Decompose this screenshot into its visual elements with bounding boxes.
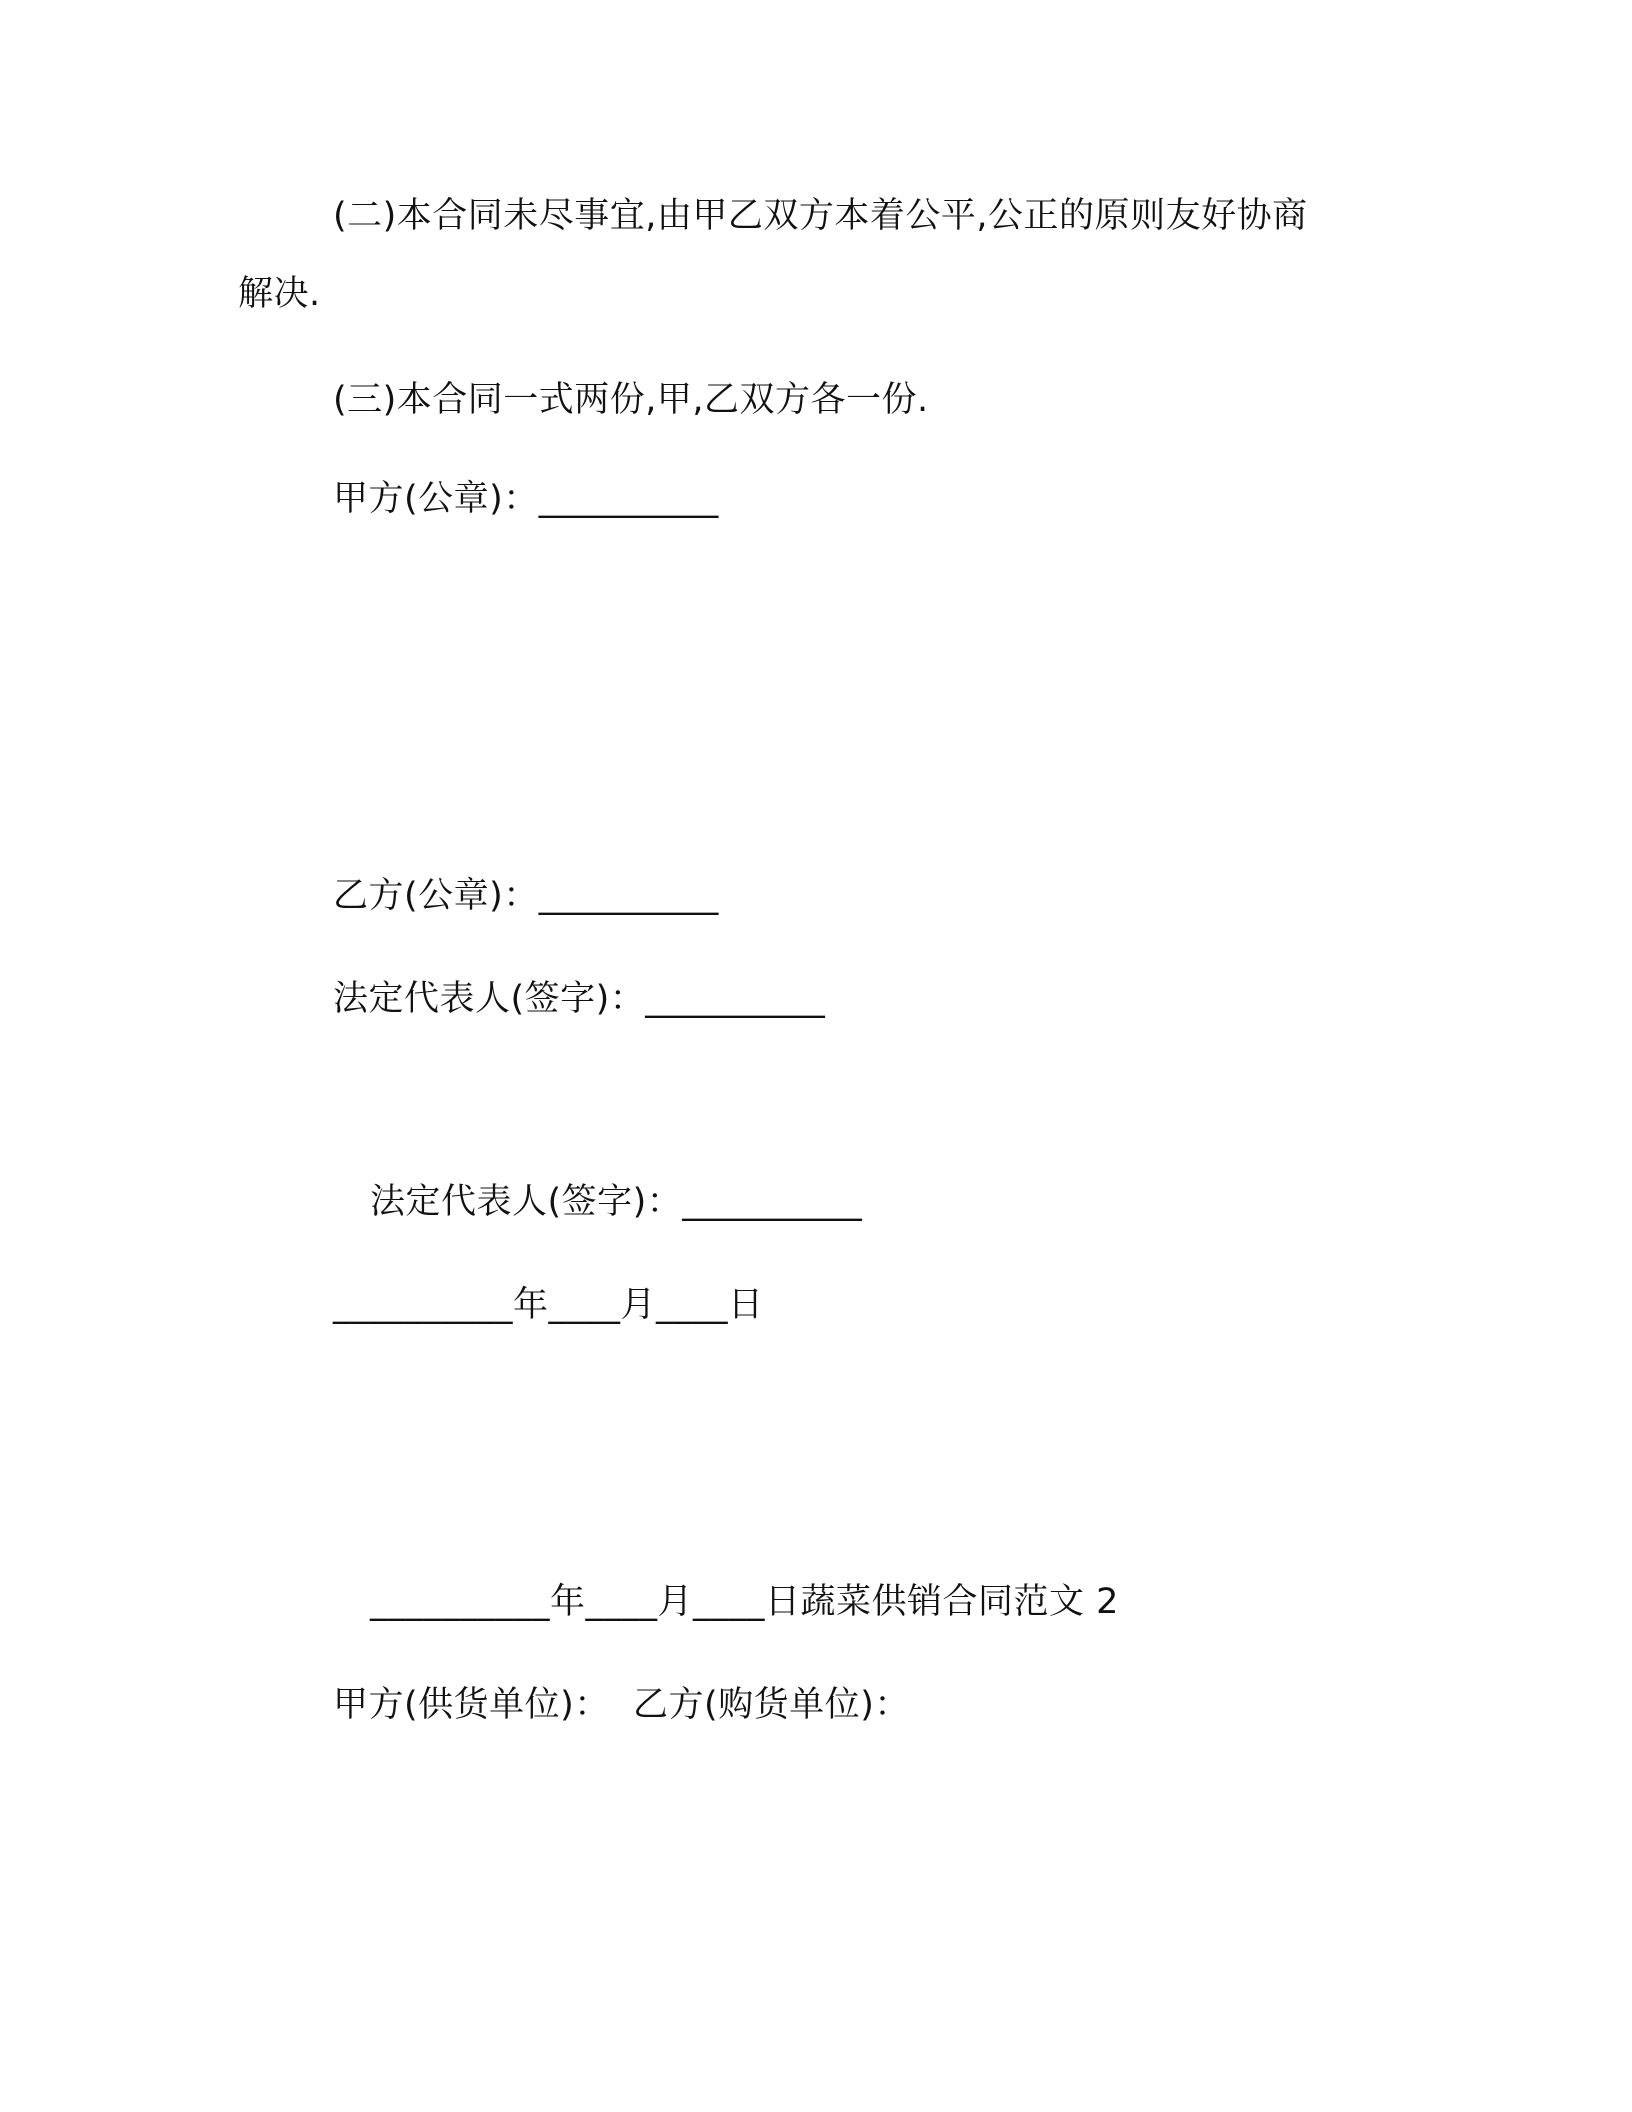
date-line: __________年____月____日 (333, 1285, 764, 1325)
date-and-title-line: __________年____月____日蔬菜供销合同范文 2 (370, 1582, 1119, 1622)
legal-rep-sign-2: 法定代表人(签字)：__________ (370, 1182, 863, 1222)
parties-line: 甲方(供货单位)： 乙方(购货单位)： (333, 1685, 910, 1725)
clause-2-line-2: 解决. (238, 274, 321, 314)
clause-3: (三)本合同一式两份,甲,乙双方各一份. (333, 380, 929, 420)
party-b-seal: 乙方(公章)：__________ (333, 876, 719, 916)
clause-2-line-1: (二)本合同未尽事宜,由甲乙双方本着公平,公正的原则友好协商 (333, 196, 1308, 236)
legal-rep-sign-1: 法定代表人(签字)：__________ (333, 979, 826, 1019)
party-a-seal: 甲方(公章)：__________ (333, 479, 719, 519)
